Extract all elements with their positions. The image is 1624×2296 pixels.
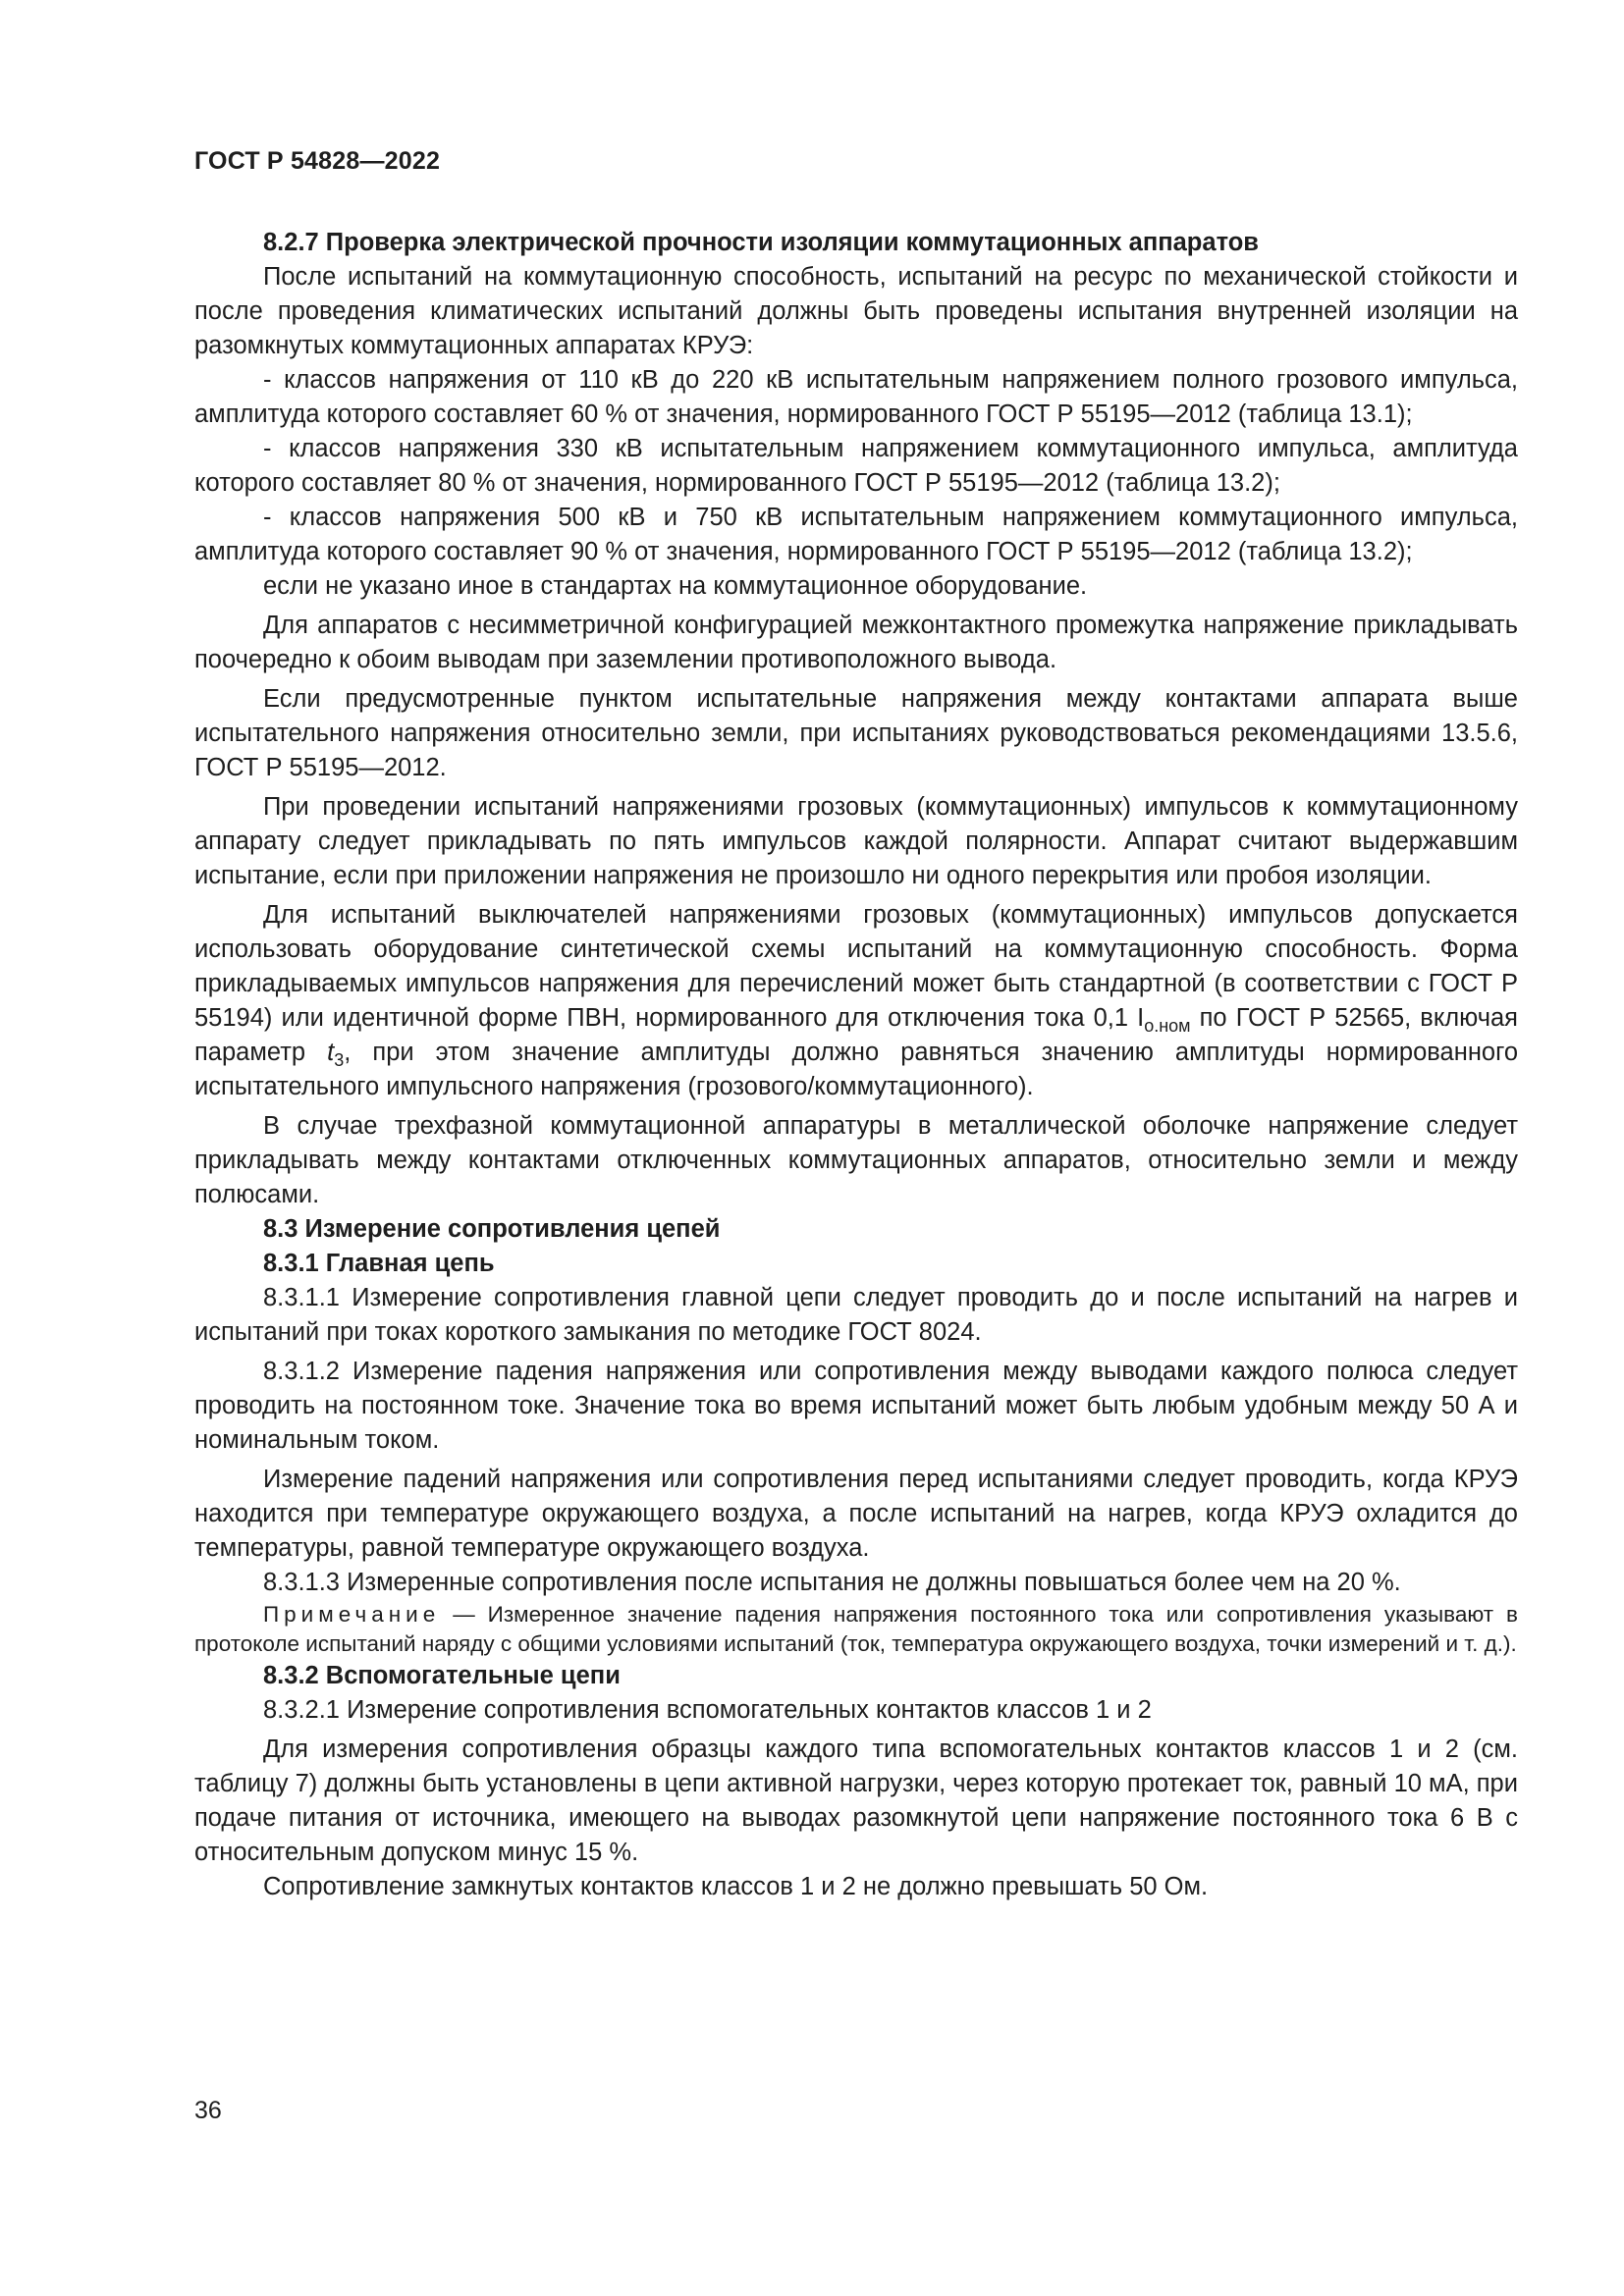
paragraph: Для измерения сопротивления образцы каждого типа вспомогательных контактов классов 1 и 2 (см. таблицу 7) должны быть установлены в цепи активной нагрузки, через которую протекает ток, равный 10 мА, при подаче питания от источника, имеющего на выводах разомкнутой цепи напряжение постоянного тока 6 В с относительным допуском минус 15 %. bbox=[194, 1735, 1518, 1866]
paragraph: Если предусмотренные пунктом испытательные напряжения между контактами аппарата выше испытательного напряжения относительно земли, при испытаниях руководствоваться рекомендациями 13.5.6, ГОСТ Р 55195—2012. bbox=[194, 685, 1518, 781]
paragraph: 8.3.1.1 Измерение сопротивления главной цепи следует проводить до и после испытаний на нагрев и испытаний при токах короткого замыкания по методике ГОСТ 8024. bbox=[194, 1284, 1518, 1346]
paragraph: если не указано иное в стандартах на коммутационное оборудование. bbox=[263, 572, 1088, 600]
section-8-3-1-heading: 8.3.1 Главная цепь bbox=[263, 1250, 495, 1277]
paragraph: 8.3.1.3 Измеренные сопротивления после испытания не должны повышаться более чем на 20 %. bbox=[263, 1569, 1401, 1596]
subscript: 3 bbox=[334, 1050, 345, 1070]
list-item: - классов напряжения от 110 кВ до 220 кВ испытательным напряжением полного грозового импульса, амплитуда которого составляет 60 % от значения, нормированного ГОСТ Р 55195—2012 (таблица 13.1); bbox=[194, 366, 1518, 428]
note bbox=[194, 1600, 1518, 1659]
text-run: , при этом значение амплитуды должно равняться значению амплитуды нормированного испытательного импульсного напряжения (грозового/коммутационного). bbox=[194, 1039, 1519, 1100]
paragraph: 8.3.2.1 Измерение сопротивления вспомогательных контактов классов 1 и 2 bbox=[263, 1696, 1152, 1724]
subscript: о.ном bbox=[1144, 1016, 1191, 1036]
section-8-3-heading: 8.3 Измерение сопротивления цепей bbox=[263, 1215, 721, 1243]
section-8-3-2-heading: 8.3.2 Вспомогательные цепи bbox=[263, 1662, 621, 1689]
list-item: - классов напряжения 330 кВ испытательным напряжением коммутационного импульса, амплитуда которого составляет 80 % от значения, нормированного ГОСТ Р 55195—2012 (таблица 13.2); bbox=[194, 435, 1518, 497]
paragraph: 8.3.1.2 Измерение падения напряжения или сопротивления между выводами каждого полюса следует проводить на постоянном токе. Значение тока во время испытаний может быть любым удобным между 50 А и номинальным током. bbox=[194, 1358, 1518, 1454]
paragraph: Сопротивление замкнутых контактов классов 1 и 2 не должно превышать 50 Ом. bbox=[263, 1873, 1209, 1900]
paragraph: При проведении испытаний напряжениями грозовых (коммутационных) импульсов к коммутационному аппарату следует прикладывать по пять импульсов каждой полярности. Аппарат считают выдержавшим испытание, если при приложении напряжения не произошло ни одного перекрытия или пробоя изоляции. bbox=[194, 793, 1518, 889]
paragraph: После испытаний на коммутационную способность, испытаний на ресурс по механической стойкости и после проведения климатических испытаний должны быть проведены испытания внутренней изоляции на разомкнутых коммутационных аппаратах КРУЭ: bbox=[194, 263, 1518, 359]
paragraph: В случае трехфазной коммутационной аппаратуры в металлической оболочке напряжение следует прикладывать между контактами отключенных коммутационных аппаратов, относительно земли и между полюсами. bbox=[194, 1112, 1518, 1208]
page-number: 36 bbox=[194, 2097, 222, 2124]
note-text: — Измеренное значение падения напряжения постоянного тока или сопротивления указывают в протоколе испытаний наряду с общими условиями испытаний (ток, температура окружающего воздуха, точки измерений и т. д.). bbox=[194, 1602, 1518, 1656]
paragraph: Измерение падений напряжения или сопротивления перед испытаниями следует проводить, когда КРУЭ находится при температуре окружающего воздуха, а после испытаний на нагрев, когда КРУЭ охладится до температуры, равной температуре окружающего воздуха. bbox=[194, 1466, 1518, 1562]
paragraph: Для аппаратов с несимметричной конфигурацией межконтактного промежутка напряжение прикладывать поочередно к обоим выводам при заземлении противоположного вывода. bbox=[194, 612, 1518, 673]
note-label: Примечание bbox=[263, 1602, 441, 1627]
section-8-2-7-heading: 8.2.7 Проверка электрической прочности изоляции коммутационных аппаратов bbox=[263, 229, 1259, 256]
text-run: Для испытаний выключателей напряжениями грозовых (коммутационных) импульсов допускается использовать оборудование синтетической схемы испытаний на коммутационную способность. Форма прикладываемых импульсов напряжения для перечислений может быть стандартной (в соответствии с ГОСТ Р 55194) или идентичной форме ПВН, нормированного для отключения тока 0,1 I bbox=[194, 901, 1518, 1032]
document-header: ГОСТ Р 54828—2022 bbox=[194, 147, 441, 175]
document-body bbox=[194, 226, 1518, 1904]
text-run: по ГОСТ Р 52565, включая параметр bbox=[194, 1004, 1518, 1066]
list-item: - классов напряжения 500 кВ и 750 кВ испытательным напряжением коммутационного импульса, амплитуда которого составляет 90 % от значения, нормированного ГОСТ Р 55195—2012 (таблица 13.2); bbox=[194, 504, 1518, 565]
italic-variable: t bbox=[327, 1039, 335, 1066]
paragraph bbox=[194, 898, 1518, 1104]
